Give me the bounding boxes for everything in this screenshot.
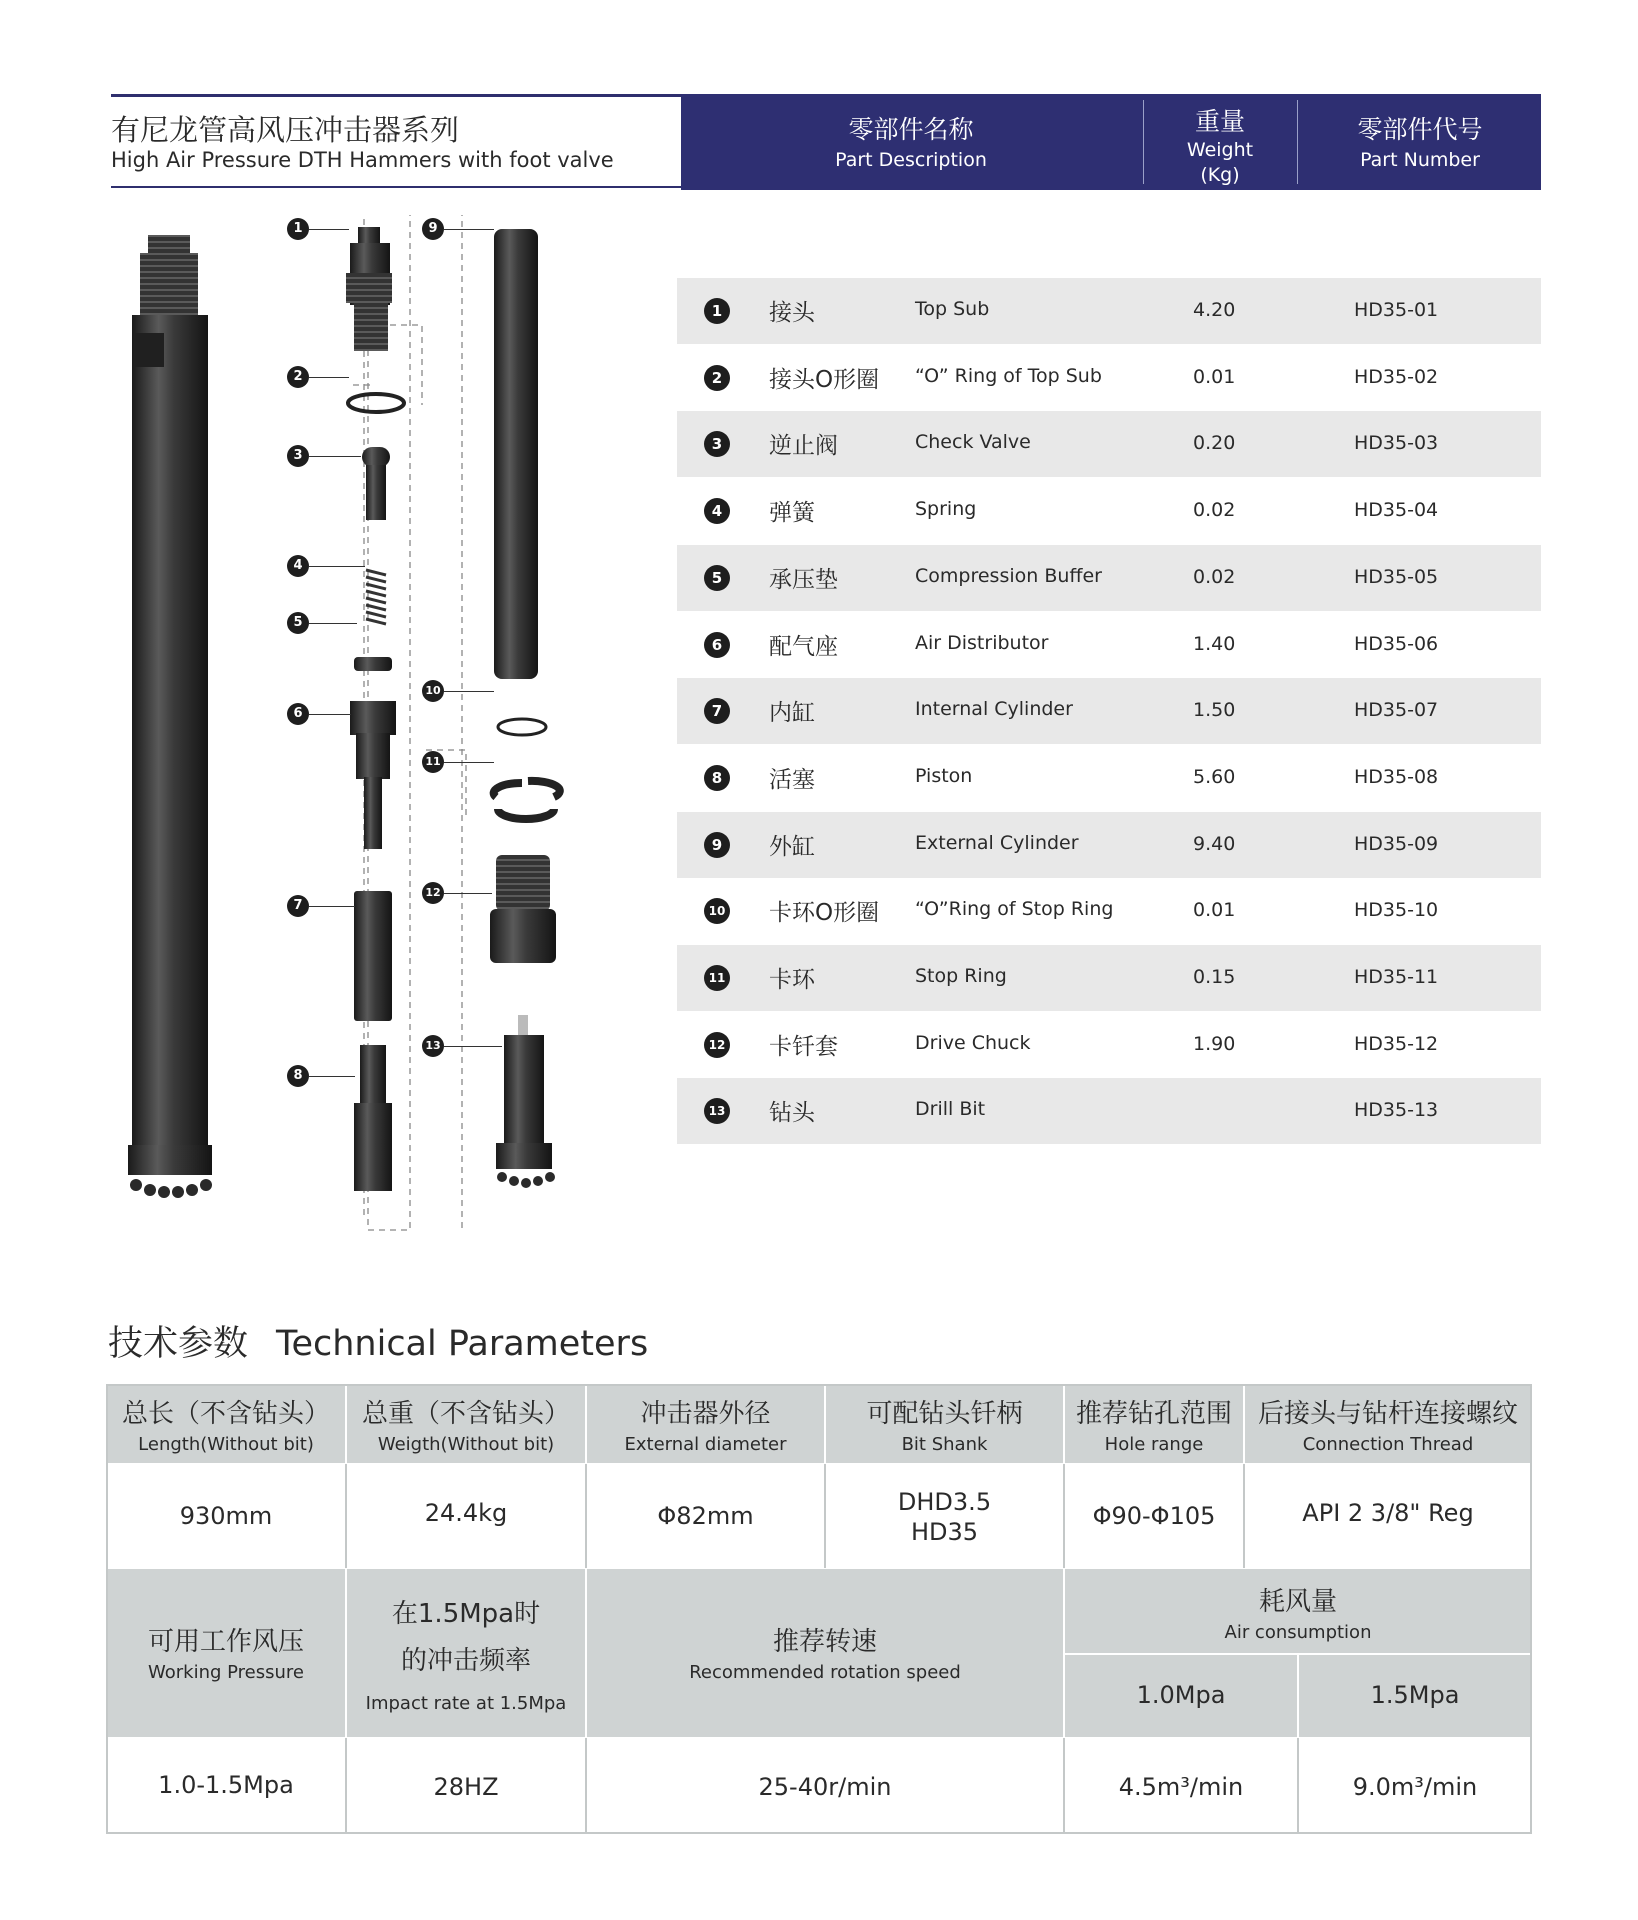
part-name-en: “O” Ring of Top Sub xyxy=(915,365,1102,387)
td-air-1-0mpa xyxy=(1064,1738,1298,1834)
part-weight: 1.50 xyxy=(1193,699,1236,721)
col-weight-en: Weight xyxy=(1186,139,1254,161)
part-row xyxy=(677,612,1541,678)
td-pressure-value: 1.0-1.5Mpa xyxy=(158,1771,294,1799)
part-number-badge: 9 xyxy=(704,832,730,858)
leader-line xyxy=(309,906,355,907)
o-ring-top-sub-part xyxy=(348,394,404,412)
th-speed-cn: 推荐转速 xyxy=(772,1627,877,1657)
th-shank-cn: 可配钻头钎柄 xyxy=(866,1399,1023,1429)
leader-line xyxy=(444,691,494,692)
part-name-cn: 钻头 xyxy=(769,1100,815,1126)
part-name-cn: 逆止阀 xyxy=(769,433,838,459)
th-connection-thread xyxy=(1244,1384,1532,1464)
part-row xyxy=(677,411,1541,477)
part-name-en: External Cylinder xyxy=(915,832,1079,854)
part-name-cn: 活塞 xyxy=(769,767,815,793)
part-code: HD35-07 xyxy=(1354,699,1439,721)
td-air-1-5mpa xyxy=(1298,1738,1532,1834)
drill-bit-icon xyxy=(496,1015,555,1188)
part-code: HD35-08 xyxy=(1354,766,1439,788)
th-air-1-0mpa xyxy=(1064,1654,1298,1738)
callout-5: 5 xyxy=(287,612,309,634)
part-name-en: Stop Ring xyxy=(915,965,1007,987)
th-pressure-en: Working Pressure xyxy=(148,1662,304,1683)
header-rule-top xyxy=(111,94,681,97)
internal-cylinder-part xyxy=(354,891,392,1021)
td-hole-range xyxy=(1064,1464,1244,1568)
technical-parameters-table xyxy=(106,1384,1532,1834)
part-name-en: Drill Bit xyxy=(915,1098,986,1120)
part-number-badge: 4 xyxy=(704,498,730,524)
column-header-band xyxy=(681,94,1541,190)
part-code: HD35-01 xyxy=(1354,299,1439,321)
th-length-cn: 总长（不含钻头） xyxy=(121,1399,330,1429)
part-number-badge: 2 xyxy=(704,365,730,391)
part-number-badge: 1 xyxy=(704,298,730,324)
header-rule-bottom xyxy=(111,186,681,188)
drive-chuck-part xyxy=(490,855,556,963)
leader-line xyxy=(444,1046,502,1047)
part-code: HD35-09 xyxy=(1354,833,1439,855)
part-name-en: Piston xyxy=(915,765,973,787)
part-name-cn: 配气座 xyxy=(769,634,838,660)
callout-10: 10 xyxy=(422,680,444,702)
th-air-sub-1: 1.0Mpa xyxy=(1136,1681,1226,1709)
part-code: HD35-12 xyxy=(1354,1033,1439,1055)
th-external-diameter xyxy=(586,1384,825,1464)
exploded-view-svg xyxy=(110,215,610,1245)
part-weight: 0.01 xyxy=(1193,366,1236,388)
part-number-badge: 5 xyxy=(704,565,730,591)
part-name-en: Check Valve xyxy=(915,431,1031,453)
part-name-cn: 承压垫 xyxy=(769,567,838,593)
series-title-en: High Air Pressure DTH Hammers with foot valve xyxy=(111,148,614,172)
part-row xyxy=(677,1078,1541,1144)
assembled-dth-hammer-icon xyxy=(128,235,212,1198)
td-rotation-speed xyxy=(586,1738,1064,1834)
td-working-pressure xyxy=(106,1738,346,1834)
compression-buffer-part xyxy=(354,657,392,671)
part-number-badge: 12 xyxy=(704,1032,730,1058)
th-air-sub-2: 1.5Mpa xyxy=(1370,1681,1460,1709)
exploded-view-illustration xyxy=(110,215,610,1245)
tech-title-cn: 技术参数 xyxy=(108,1324,249,1364)
o-ring-stop-ring-part xyxy=(498,719,546,735)
th-impact-en: Impact rate at 1.5Mpa xyxy=(365,1693,567,1714)
th-rotation-speed xyxy=(586,1568,1064,1738)
td-speed-value: 25-40r/min xyxy=(758,1773,892,1801)
td-connection-thread xyxy=(1244,1464,1532,1568)
callout-13: 13 xyxy=(422,1035,444,1057)
header xyxy=(111,94,1541,190)
leader-line xyxy=(309,623,357,624)
part-weight: 1.90 xyxy=(1193,1033,1236,1055)
part-name-en: Drive Chuck xyxy=(915,1032,1031,1054)
header-divider xyxy=(1297,100,1298,184)
technical-parameters-title xyxy=(108,1316,648,1366)
td-external-diameter xyxy=(586,1464,825,1568)
part-code: HD35-02 xyxy=(1354,366,1439,388)
part-number-badge: 3 xyxy=(704,431,730,457)
part-number-badge: 10 xyxy=(704,898,730,924)
part-row xyxy=(677,278,1541,344)
part-row xyxy=(677,345,1541,411)
td-weight-value: 24.4kg xyxy=(424,1499,508,1527)
callout-1: 1 xyxy=(287,218,309,240)
col-weight xyxy=(1145,94,1295,190)
leader-line xyxy=(309,456,361,457)
stop-ring-part xyxy=(494,781,560,819)
th-impact-cn-1: 在1.5Mpa时 xyxy=(391,1599,541,1629)
part-weight: 0.20 xyxy=(1193,432,1236,454)
leader-line xyxy=(309,566,365,567)
th-diameter-en: External diameter xyxy=(624,1434,787,1455)
part-row xyxy=(677,545,1541,611)
part-name-en: Air Distributor xyxy=(915,632,1049,654)
th-length xyxy=(106,1384,346,1464)
col-desc-cn: 零部件名称 xyxy=(848,115,974,144)
callout-12: 12 xyxy=(422,882,444,904)
th-impact-cn-2: 的冲击频率 xyxy=(400,1646,531,1676)
col-weight-cn: 重量 xyxy=(1194,107,1245,136)
part-row xyxy=(677,678,1541,744)
th-diameter-cn: 冲击器外径 xyxy=(640,1399,771,1429)
td-shank-value-1: DHD3.5 xyxy=(897,1488,992,1516)
leader-line xyxy=(309,714,351,715)
part-row xyxy=(677,1012,1541,1078)
part-number-badge: 6 xyxy=(704,632,730,658)
part-row xyxy=(677,945,1541,1011)
part-row xyxy=(677,478,1541,544)
part-code: HD35-06 xyxy=(1354,633,1439,655)
part-row xyxy=(677,812,1541,878)
leader-line xyxy=(309,377,349,378)
part-name-en: Internal Cylinder xyxy=(915,698,1073,720)
spring-part xyxy=(366,570,386,624)
td-impact-rate xyxy=(346,1738,586,1834)
th-hole-cn: 推荐钻孔范围 xyxy=(1075,1399,1232,1429)
part-code: HD35-11 xyxy=(1354,966,1439,988)
part-name-en: Top Sub xyxy=(915,298,990,320)
air-distributor-part xyxy=(350,701,396,849)
td-weight xyxy=(346,1464,586,1568)
part-name-cn: 卡环O形圈 xyxy=(769,900,880,926)
part-code: HD35-04 xyxy=(1354,499,1439,521)
part-code: HD35-05 xyxy=(1354,566,1439,588)
th-air-1-5mpa xyxy=(1298,1654,1532,1738)
leader-line xyxy=(309,1076,355,1077)
part-weight: 1.40 xyxy=(1193,633,1236,655)
part-name-cn: 接头O形圈 xyxy=(769,367,880,393)
td-impact-value: 28HZ xyxy=(433,1773,499,1801)
callout-8: 8 xyxy=(287,1065,309,1087)
part-name-en: Compression Buffer xyxy=(915,565,1102,587)
part-number-badge: 11 xyxy=(704,965,730,991)
part-name-en: Spring xyxy=(915,498,977,520)
tech-title-en: Technical Parameters xyxy=(276,1324,649,1364)
part-weight: 0.02 xyxy=(1193,566,1236,588)
td-diameter-value: Φ82mm xyxy=(657,1502,754,1530)
part-weight: 5.60 xyxy=(1193,766,1236,788)
callout-2: 2 xyxy=(287,366,309,388)
th-air-consumption xyxy=(1064,1568,1532,1654)
th-hole-range xyxy=(1064,1384,1244,1464)
th-hole-en: Hole range xyxy=(1104,1434,1204,1455)
part-code: HD35-10 xyxy=(1354,899,1439,921)
callout-11: 11 xyxy=(422,751,444,773)
callout-4: 4 xyxy=(287,555,309,577)
th-thread-en: Connection Thread xyxy=(1302,1434,1474,1455)
top-sub-part xyxy=(346,227,392,351)
col-part-cn: 零部件代号 xyxy=(1357,115,1483,144)
part-row xyxy=(677,745,1541,811)
td-shank-value-2: HD35 xyxy=(910,1518,979,1546)
td-bit-shank xyxy=(825,1464,1064,1568)
leader-line xyxy=(309,229,349,230)
th-thread-cn: 后接头与钻杆连接螺纹 xyxy=(1257,1399,1518,1429)
part-number-badge: 7 xyxy=(704,698,730,724)
th-impact-rate xyxy=(346,1568,586,1738)
part-name-cn: 弹簧 xyxy=(769,500,815,526)
part-name-cn: 卡钎套 xyxy=(769,1034,838,1060)
part-name-cn: 内缸 xyxy=(769,700,815,726)
part-code: HD35-03 xyxy=(1354,432,1439,454)
col-weight-unit: (Kg) xyxy=(1200,164,1240,186)
td-length-value: 930mm xyxy=(179,1502,273,1530)
part-name-cn: 接头 xyxy=(769,300,815,326)
th-speed-en: Recommended rotation speed xyxy=(689,1662,961,1683)
col-part-description xyxy=(681,94,1141,190)
leader-line xyxy=(444,762,494,763)
callout-7: 7 xyxy=(287,895,309,917)
td-air-value-2: 9.0m³/min xyxy=(1352,1773,1478,1801)
td-length xyxy=(106,1464,346,1568)
part-weight: 0.01 xyxy=(1193,899,1236,921)
callout-9: 9 xyxy=(422,218,444,240)
check-valve-part xyxy=(362,447,390,520)
th-bit-shank xyxy=(825,1384,1064,1464)
th-weight xyxy=(346,1384,586,1464)
th-weight-en: Weigth(Without bit) xyxy=(377,1434,555,1455)
td-air-value-1: 4.5m³/min xyxy=(1118,1773,1244,1801)
part-name-cn: 外缸 xyxy=(769,834,815,860)
piston-part xyxy=(354,1045,392,1191)
th-air-cn: 耗风量 xyxy=(1258,1587,1337,1617)
part-weight: 0.02 xyxy=(1193,499,1236,521)
part-weight: 4.20 xyxy=(1193,299,1236,321)
part-name-en: “O”Ring of Stop Ring xyxy=(915,898,1114,920)
col-part-en: Part Number xyxy=(1360,149,1480,171)
part-weight: 0.15 xyxy=(1193,966,1236,988)
part-name-cn: 卡环 xyxy=(769,967,815,993)
part-weight: 9.40 xyxy=(1193,833,1236,855)
th-working-pressure xyxy=(106,1568,346,1738)
header-divider xyxy=(1143,100,1144,184)
th-shank-en: Bit Shank xyxy=(901,1434,988,1455)
th-pressure-cn: 可用工作风压 xyxy=(147,1627,304,1657)
leader-line xyxy=(444,229,494,230)
td-hole-value: Φ90-Φ105 xyxy=(1092,1502,1216,1530)
external-cylinder-part xyxy=(494,229,538,679)
callout-6: 6 xyxy=(287,703,309,725)
part-row xyxy=(677,878,1541,944)
th-weight-cn: 总重（不含钻头） xyxy=(361,1399,570,1429)
callout-3: 3 xyxy=(287,445,309,467)
col-desc-en: Part Description xyxy=(835,149,987,171)
part-code: HD35-13 xyxy=(1354,1099,1439,1121)
td-thread-value: API 2 3/8" Reg xyxy=(1302,1499,1474,1527)
leader-line xyxy=(444,893,492,894)
part-number-badge: 8 xyxy=(704,765,730,791)
series-title-cn: 有尼龙管高风压冲击器系列 xyxy=(111,113,460,147)
th-air-en: Air consumption xyxy=(1224,1622,1372,1643)
part-number-badge: 13 xyxy=(704,1098,730,1124)
col-part-number xyxy=(1299,94,1541,190)
th-length-en: Length(Without bit) xyxy=(138,1434,314,1455)
